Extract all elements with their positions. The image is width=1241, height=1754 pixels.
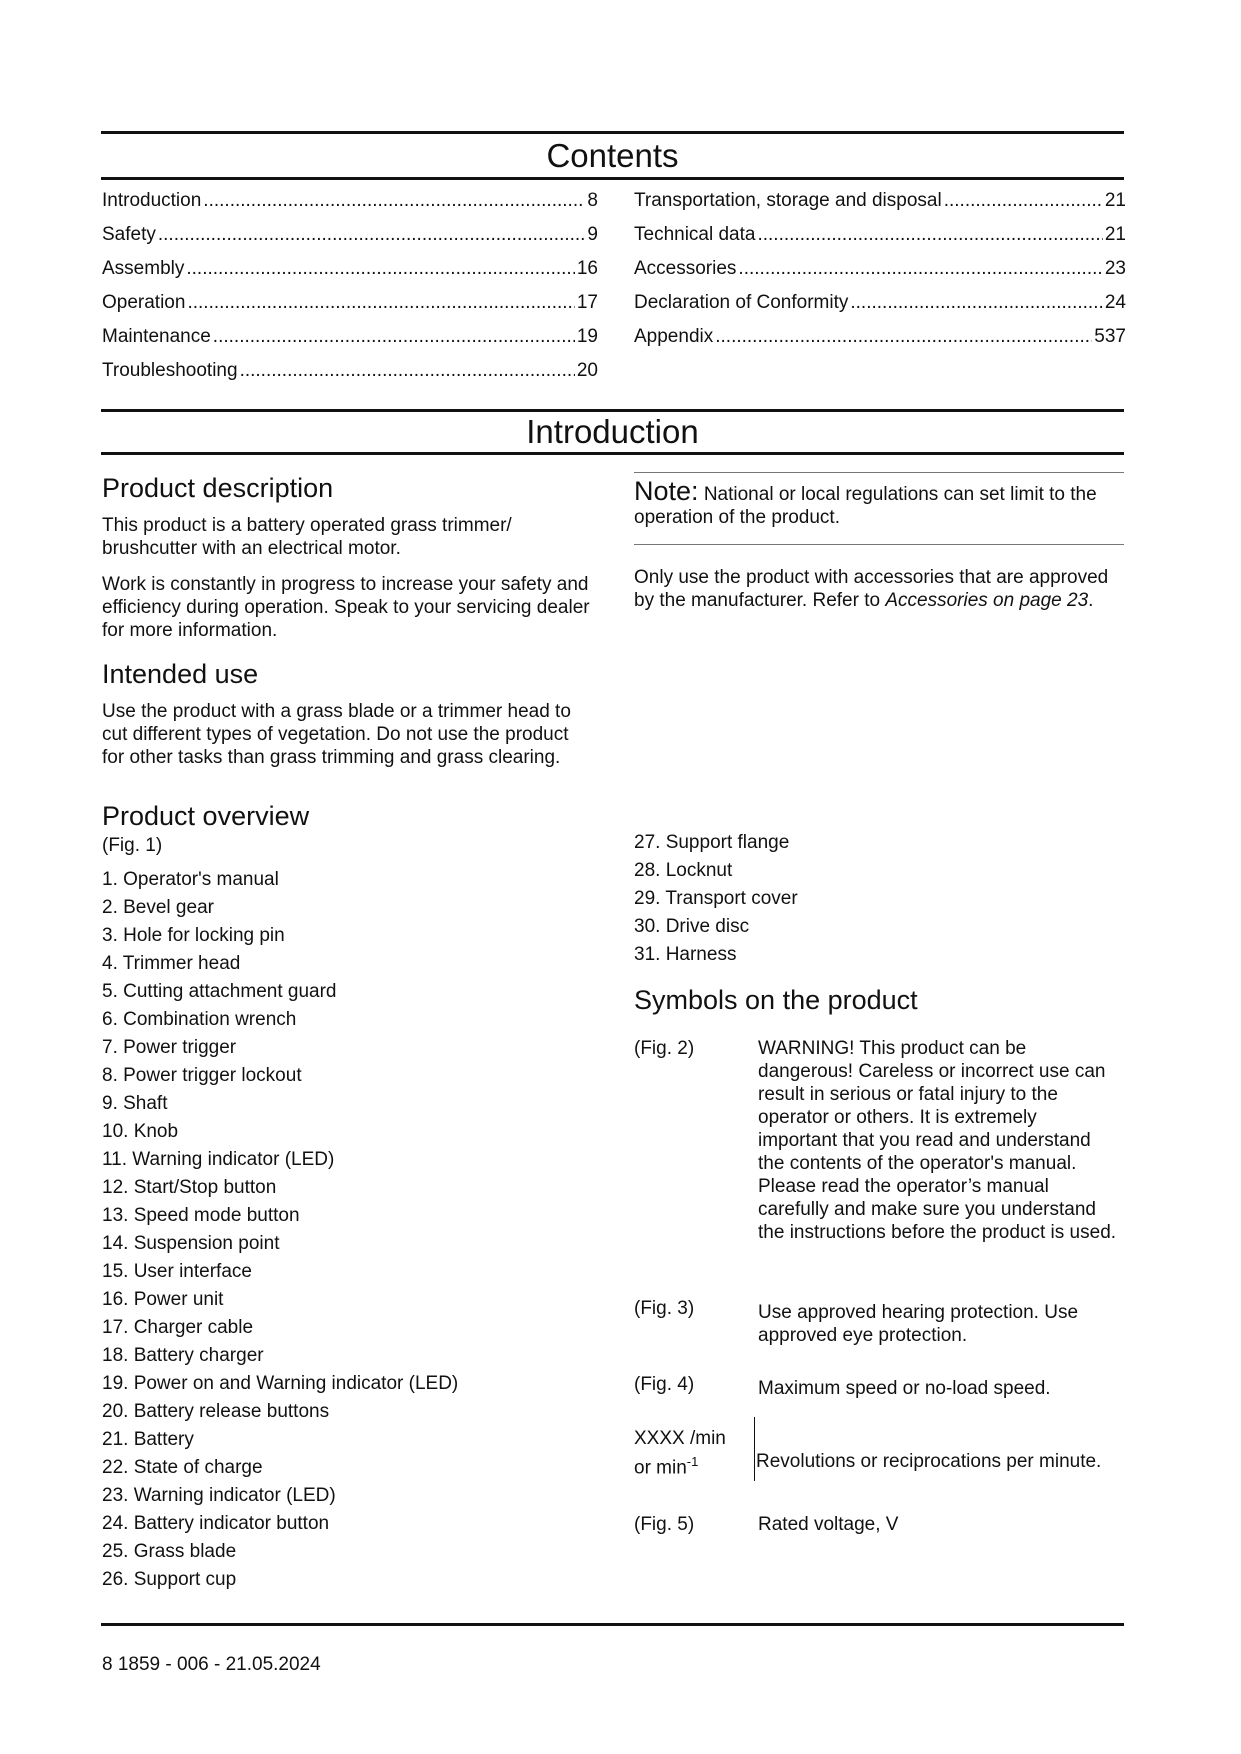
toc-entry-technical-data[interactable] — [634, 224, 1126, 258]
list-item: 27. Support flange — [634, 832, 790, 853]
list-item: 12. Start/Stop button — [102, 1177, 277, 1198]
symbol-desc: Rated voltage, V — [758, 1514, 899, 1535]
contents-title: Contents — [546, 137, 679, 174]
symbols-heading: Symbols on the product — [634, 985, 918, 1015]
list-item: 24. Battery indicator button — [102, 1513, 330, 1534]
toc-entry-accessories[interactable] — [634, 258, 1126, 292]
toc-entry-operation[interactable] — [102, 292, 598, 326]
toc-entry-safety[interactable] — [102, 224, 598, 258]
toc-entry-title: Operation — [102, 292, 186, 313]
list-item: 2. Bevel gear — [102, 897, 214, 918]
list-item: 14. Suspension point — [102, 1233, 280, 1254]
list-item: 5. Cutting attachment guard — [102, 981, 337, 1002]
toc-entry-title: Appendix — [634, 326, 714, 347]
list-item: 29. Transport cover — [634, 888, 798, 909]
rpm-unit-line2: or $\min^{-1}$ — [634, 1454, 699, 1479]
toc-right-column — [634, 190, 1126, 360]
toc-entry-title: Assembly — [102, 258, 185, 279]
note-box — [634, 476, 1124, 529]
list-item: 22. State of charge — [102, 1457, 263, 1478]
toc-entry-declaration[interactable] — [634, 292, 1126, 326]
list-item: 18. Battery charger — [102, 1345, 264, 1366]
list-item: 17. Charger cable — [102, 1317, 254, 1338]
toc-entry-page: 24 — [1104, 292, 1126, 313]
symbol-desc: Revolutions or reciprocations per minute. — [756, 1451, 1102, 1472]
symbol-ref: (Fig. 4) — [634, 1374, 695, 1395]
toc-entry-appendix[interactable] — [634, 326, 1126, 360]
list-item: 20. Battery release buttons — [102, 1401, 330, 1422]
symbol-desc: WARNING! This product can be dangerous! Careless or incorrect use can result in serious or fatal injury to the operator or others. It is extremely important that you read and understand the contents of the operator's manual. Please read the operator’s manual carefully and make sure you understand the instructions before the product is used. — [758, 1038, 1117, 1243]
toc-entry-title: Introduction — [102, 190, 202, 211]
toc-entry-page: 8 — [587, 190, 598, 211]
toc-entry-introduction[interactable] — [102, 190, 598, 224]
product-description-p2: Work is constantly in progress to increase your safety and efficiency during operation. Speak to your servicing dealer for more information. — [102, 574, 590, 641]
product-description-heading: Product description — [102, 473, 334, 503]
toc-entry-title: Transportation, storage and disposal — [634, 190, 942, 211]
rpm-divider — [754, 1417, 755, 1481]
symbol-desc: Use approved hearing protection. Use approved eye protection. — [758, 1302, 1079, 1346]
list-item: 13. Speed mode button — [102, 1205, 300, 1226]
footer-doc-id: 8 1859 - 006 - 21.05.2024 — [102, 1654, 321, 1675]
toc-left-column — [102, 190, 598, 394]
rpm-unit-line1: XXXX /min — [634, 1428, 726, 1449]
list-item: 9. Shaft — [102, 1093, 168, 1114]
note-bottom-rule — [634, 544, 1124, 545]
symbol-desc: Maximum speed or no-load speed. — [758, 1378, 1051, 1399]
toc-entry-title: Accessories — [634, 258, 737, 279]
product-overview-left — [102, 800, 594, 1594]
toc-entry-title: Technical data — [634, 224, 756, 245]
introduction-title: Introduction — [526, 413, 699, 450]
list-item: 4. Trimmer head — [102, 953, 241, 974]
toc-entry-title: Declaration of Conformity — [634, 292, 849, 313]
toc-entry-page: 21 — [1104, 190, 1126, 211]
toc-entry-page: 17 — [576, 292, 598, 313]
list-item: 7. Power trigger — [102, 1037, 237, 1058]
list-item: 30. Drive disc — [634, 916, 750, 937]
intended-use-p1: Use the product with a grass blade or a trimmer head to cut different types of vegetation. Do not use the product for other tasks than grass trimming and grass clearing. — [102, 701, 571, 768]
symbol-ref — [634, 1427, 744, 1479]
toc-entry-assembly[interactable] — [102, 258, 598, 292]
toc-entry-page: 21 — [1104, 224, 1126, 245]
toc-entry-maintenance[interactable] — [102, 326, 598, 360]
toc-entry-troubleshooting[interactable] — [102, 360, 598, 394]
list-item: 3. Hole for locking pin — [102, 925, 285, 946]
list-item: 11. Warning indicator (LED) — [102, 1149, 335, 1170]
list-item: 16. Power unit — [102, 1289, 224, 1310]
introduction-bottom-rule — [101, 452, 1124, 455]
list-item: 15. User interface — [102, 1261, 252, 1282]
contents-bottom-rule — [101, 177, 1124, 180]
toc-entry-title: Safety — [102, 224, 156, 245]
toc-entry-page: 9 — [587, 224, 598, 245]
product-overview-heading: Product overview — [102, 801, 310, 831]
left-text-column — [102, 472, 594, 769]
accessories-note-text: Only use the product with accessories that are approved by the manufacturer. Refer to — [634, 567, 1109, 611]
note-label: Note: — [634, 476, 699, 506]
list-item: 28. Locknut — [634, 860, 733, 881]
list-item: 26. Support cup — [102, 1569, 237, 1590]
symbol-ref: (Fig. 2) — [634, 1038, 695, 1059]
list-item: 8. Power trigger lockout — [102, 1065, 302, 1086]
toc-entry-page: 20 — [576, 360, 598, 381]
product-description-p1: This product is a battery operated grass trimmer/ brushcutter with an electrical motor. — [102, 515, 512, 559]
toc-entry-page: 23 — [1104, 258, 1126, 279]
toc-entry-page: 16 — [576, 258, 598, 279]
list-item: 25. Grass blade — [102, 1541, 237, 1562]
product-overview-fig: (Fig. 1) — [102, 835, 163, 856]
accessories-page-link[interactable]: Accessories on page 23 — [885, 590, 1089, 611]
note-top-rule — [634, 472, 1124, 473]
list-item: 23. Warning indicator (LED) — [102, 1485, 336, 1506]
toc-entry-page: 19 — [576, 326, 598, 347]
toc-entry-page: 537 — [1094, 326, 1126, 347]
accessories-note — [634, 566, 1124, 612]
product-overview-right — [634, 829, 1124, 969]
product-overview-list-continued — [634, 829, 1124, 969]
list-item: 6. Combination wrench — [102, 1009, 297, 1030]
list-item: 21. Battery — [102, 1429, 194, 1450]
note-text: National or local regulations can set limit to the operation of the product. — [634, 484, 1097, 528]
accessories-note-end: . — [1088, 590, 1094, 611]
toc-entry-title: Troubleshooting — [102, 360, 238, 381]
symbol-ref: (Fig. 5) — [634, 1514, 695, 1535]
intended-use-heading: Intended use — [102, 659, 259, 689]
contents-top-rule — [101, 131, 1124, 134]
list-item: 19. Power on and Warning indicator (LED) — [102, 1373, 459, 1394]
toc-entry-title: Maintenance — [102, 326, 211, 347]
list-item: 10. Knob — [102, 1121, 179, 1142]
product-overview-list — [102, 866, 594, 1594]
footer-rule — [101, 1623, 1124, 1626]
symbol-ref: (Fig. 3) — [634, 1298, 695, 1319]
toc-entry-transportation[interactable] — [634, 190, 1126, 224]
list-item: 31. Harness — [634, 944, 737, 965]
list-item: 1. Operator's manual — [102, 869, 279, 890]
